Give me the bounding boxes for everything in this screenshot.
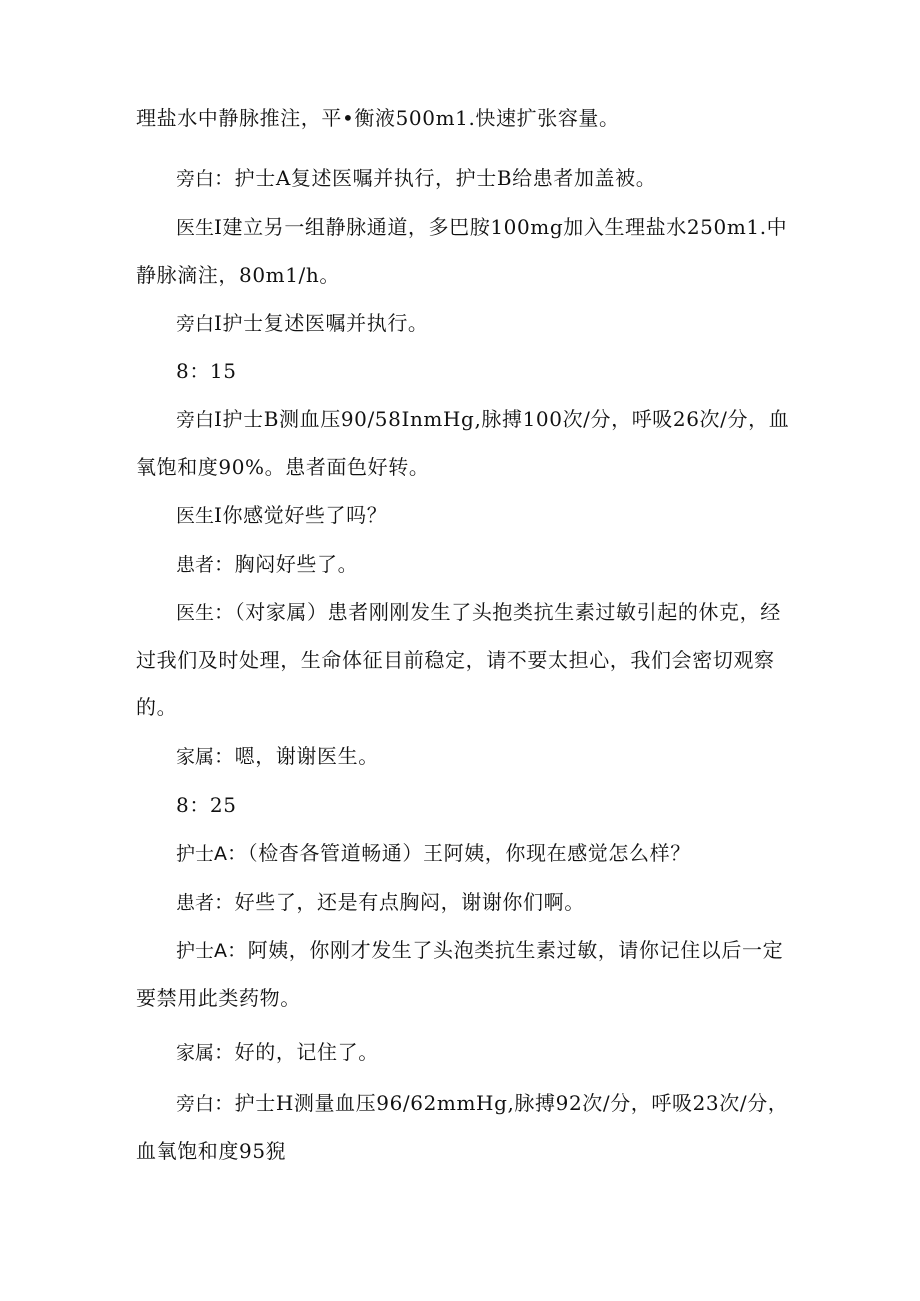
paragraph-text: ：护士A复述医嘱并执行，护士B给患者加盖被。	[214, 166, 657, 190]
speaker-label: 医生	[176, 505, 215, 527]
paragraph-13	[136, 879, 796, 927]
speaker-label: 旁白	[176, 168, 215, 190]
paragraph-text: ：（对家属）患者刚刚发生了头抱类抗生素过敏引起的休克，经过我们及时处理，生命体征目前稳定，请不要太担心，我们会密切观察的。	[136, 600, 781, 719]
speaker-label: 患者	[176, 892, 215, 914]
paragraph-4	[136, 300, 796, 348]
paragraph-2	[136, 155, 796, 203]
speaker-label: 旁白	[176, 313, 215, 335]
speaker-label: 旁白	[176, 409, 215, 431]
paragraph-text: I建立另一组静脉通道，多巴胺100mg加入生理盐水250m1.中静脉滴注，80m1∕h。	[136, 215, 788, 287]
paragraph-8	[136, 541, 796, 589]
paragraph-text: I你感觉好些了吗？	[214, 503, 388, 527]
paragraph-14	[136, 927, 796, 1022]
speaker-label: 护士A	[176, 940, 227, 962]
paragraph-9	[136, 589, 796, 731]
paragraph-text: I护士复述医嘱并执行。	[214, 311, 429, 335]
paragraph-text: ：嗯，谢谢医生。	[214, 744, 379, 768]
speaker-label: 医生	[176, 217, 215, 239]
paragraph-15	[136, 1029, 796, 1077]
paragraph-7	[136, 492, 796, 540]
timestamp-text: 8：15	[176, 359, 237, 383]
paragraph-text: ：护士H测量血压96∕62mmHg,脉搏92次/分，呼吸23次/分，血氧饱和度95猊	[136, 1091, 789, 1163]
paragraph-text: ：（检杳各管道畅通）王阿姨，你现在感觉怎么样？	[227, 841, 691, 865]
speaker-label: 医生	[176, 602, 215, 624]
timestamp-815	[136, 348, 796, 395]
speaker-label: 家属	[176, 1042, 215, 1064]
paragraph-1	[136, 95, 796, 142]
paragraph-6	[136, 396, 796, 491]
paragraph-text: I护士B测血压90/58InmHg,脉搏100次/分，呼吸26次/分，血氧饱和度90%。患者面色好转。	[136, 407, 790, 479]
paragraph-16	[136, 1080, 796, 1175]
paragraph-text: ：好的，记住了。	[214, 1040, 379, 1064]
speaker-label: 护士A	[176, 843, 227, 865]
paragraph-text: 理盐水中静脉推注，平•衡液500m1.快速扩张容量。	[136, 106, 620, 130]
timestamp-text: 8：25	[176, 793, 237, 817]
timestamp-825	[136, 782, 796, 829]
paragraph-10	[136, 733, 796, 781]
paragraph-text: ：好些了，还是有点胸闷，谢谢你们啊。	[214, 890, 585, 914]
paragraph-12	[136, 830, 796, 878]
speaker-label: 旁白	[176, 1093, 215, 1115]
speaker-label: 家属	[176, 746, 215, 768]
paragraph-text: ：胸闷好些了。	[214, 552, 359, 576]
paragraph-text: ：阿姨，你刚才发生了头泡类抗生素过敏，请你记住以后一定要禁用此类药物。	[136, 938, 784, 1010]
speaker-label: 患者	[176, 554, 215, 576]
paragraph-3	[136, 204, 796, 299]
